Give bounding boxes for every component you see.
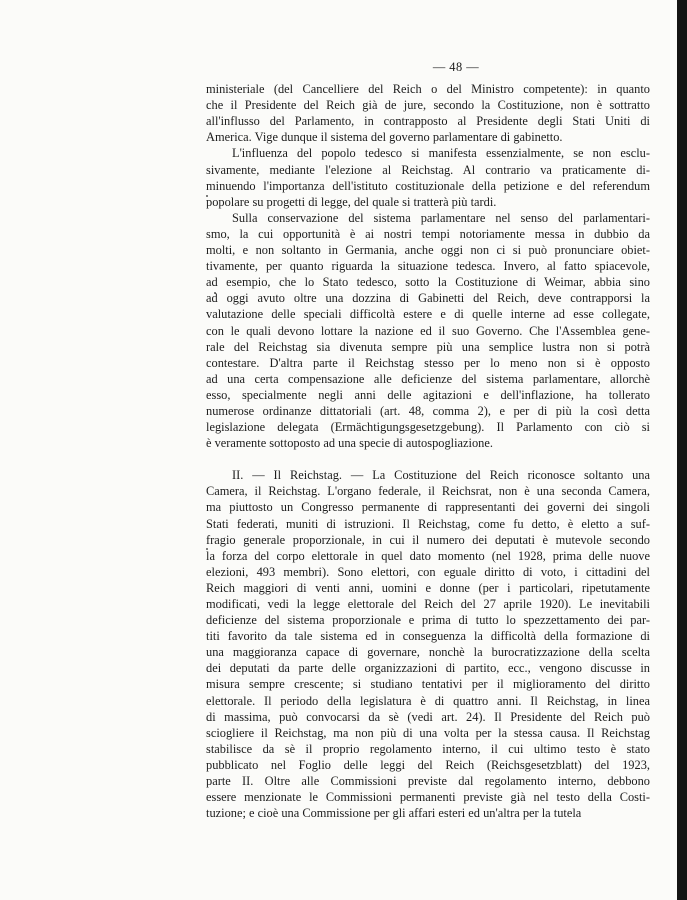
text-line: ad esempio, che lo Stato tedesco, sotto la Costituzione di Weimar, abbia sino — [206, 275, 650, 290]
text-line: elettorale. Il periodo della legislatura è di quattro anni. Il Reichstag, in linea — [206, 693, 650, 708]
text-line: misura sempre crescente; si studiano tentativi per il miglioramento del diritto — [206, 677, 650, 692]
text-line: deficienze del sistema proporzionale e prima di tutto lo spezzettamento dei par- — [206, 613, 650, 628]
text-line: con le quali devono lottare la nazione ed il suo Governo. Che l'Assemblea gene- — [206, 323, 650, 338]
text-line: Sulla conservazione del sistema parlamentare nel senso del parlamentari- — [232, 210, 650, 225]
text-line: rale del Reichstag sia divenuta sempre più una semplice lustra non si potrà — [206, 339, 650, 354]
paragraph — [206, 210, 650, 451]
text-line: parte II. Oltre alle Commissioni previste dal regolamento interno, debbono — [206, 774, 650, 789]
text-line: popolare su progetti di legge, del quale si tratterà più tardi. — [206, 194, 497, 209]
text-line: Camera, il Reichstag. L'organo federale, il Reichsrat, non è una seconda Camera, — [206, 484, 650, 499]
text-line: elezioni, 493 membri). Sono elettori, con eguale diritto di voto, i cittadini del — [206, 564, 650, 579]
text-line: valutazione delle speciali difficoltà estere e di quelle interne ad esse collegate, — [206, 307, 650, 322]
text-line: modificati, vedi la legge elettorale del Reich del 27 aprile 1920). Le inevitabili — [206, 597, 650, 611]
text-line: molti, e non soltanto in Germania, anche oggi non ci si può pronunciare obiet- — [206, 243, 650, 258]
text-line: pubblicato nel Foglio delle leggi del Reich (Reichsgesetzblatt) del 1923, — [206, 757, 650, 772]
text-line: la forza del corpo elettorale in quel dato momento (nel 1928, prima delle nuove — [206, 548, 650, 563]
paragraph — [206, 467, 650, 821]
text-line: che il Presidente del Reich già de jure, secondo la Costituzione, non è sottratto — [206, 98, 650, 113]
document-body — [206, 59, 650, 821]
text-line: tuzione; e cioè una Commissione per gli affari esteri ed un'altra per la tutela — [206, 806, 582, 821]
text-line: stabilisce da sè il proprio regolamento interno, il cui ultimo testo è stato — [206, 741, 650, 756]
paragraph — [206, 81, 650, 145]
text-line: è veramente sottoposto ad una specie di autospogliazione. — [206, 436, 493, 451]
paragraph — [206, 145, 650, 209]
text-line: Stati federati, muniti di istruzioni. Il Reichstag, come fu detto, è eletto a suf- — [206, 516, 650, 531]
section-gap — [206, 451, 650, 467]
text-line: titi favorito da tale sistema ed in conseguenza la difficoltà della formazione di — [206, 629, 650, 644]
text-line: sivamente, mediante l'elezione al Reichstag. Al contrario va praticamente di- — [206, 162, 650, 177]
text-line: II. — Il Reichstag. — La Costituzione del Reich riconosce soltanto una — [232, 468, 650, 483]
text-line: ad oggi avuto oltre una dozzina di Gabinetti del Reich, deve contrapporsi la — [206, 291, 650, 306]
text-line: esso, specialmente negli anni delle agitazioni e dell'inflazione, ha tollerato — [206, 387, 650, 402]
text-line: ad una certa compensazione alle deficienze del sistema parlamentare, allorchè — [206, 371, 650, 386]
text-line: tivamente, per quanto riguarda la situazione tedesca. Invero, al fatto spiacevole, — [206, 259, 650, 274]
page-number: — 48 — — [432, 60, 480, 74]
text-line: ministeriale (del Cancelliere del Reich o del Ministro competente): in quanto — [206, 82, 650, 97]
text-line: sciogliere il Reichstag, ma non più di una volta per la stessa causa. Il Reichstag — [206, 725, 650, 740]
text-line: Reich maggiori di venti anni, uomini e donne (per i particolari, ripetutamente — [206, 580, 650, 595]
text-line: legislazione delegata (Ermächtigungsgesetzgebung). Il Parlamento con ciò si — [206, 420, 650, 435]
text-line: fragio generale proporzionale, in cui il numero dei deputati è mutevole secondo — [206, 532, 650, 547]
text-line: America. Vige dunque il sistema del governo parlamentare di gabinetto. — [206, 130, 563, 145]
text-line: una maggioranza capace di governare, nonchè la burocratizzazione della scelta — [206, 645, 650, 660]
text-line: essere menzionate le Commissioni permanenti previste già nel testo della Costi- — [206, 790, 650, 805]
text-line: di massima, può convocarsi da sè (vedi art. 24). Il Presidente del Reich può — [206, 709, 650, 724]
scan-edge — [677, 0, 687, 900]
text-line: numerose ordinanze dittatoriali (art. 48, comma 2), e per di più la così detta — [206, 403, 650, 418]
text-line: contestare. D'altra parte il Reichstag stesso per lo meno non si è opposto — [206, 355, 650, 370]
paragraphs-container — [206, 81, 650, 821]
text-line: L'influenza del popolo tedesco si manifesta essenzialmente, se non esclu- — [232, 146, 650, 161]
text-line: minuendo l'importanza dell'istituto costituzionale della petizione e del referendum — [206, 178, 650, 193]
text-line: all'influsso del Parlamento, in contrapposto al Presidente degli Stati Uniti di — [206, 114, 650, 129]
text-line: dei deputati da parte delle organizzazioni di partito, ecc., vengono discusse in — [206, 661, 650, 676]
text-line: smo, la cui opportunità è ai nostri tempi notoriamente messa in dubbio da — [206, 226, 650, 241]
text-line: ma piuttosto un Congresso permanente di rappresentanti dei governi dei singoli — [206, 500, 650, 515]
